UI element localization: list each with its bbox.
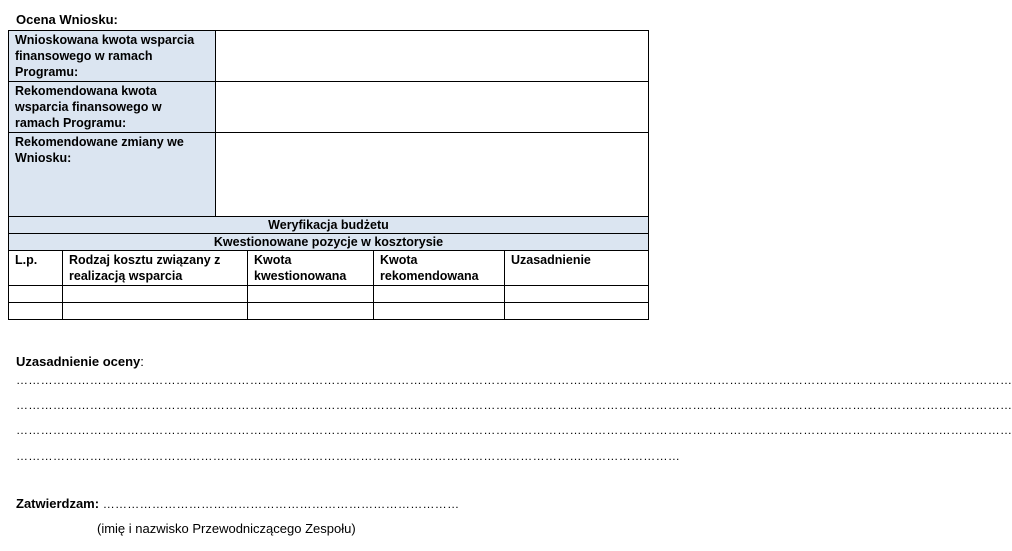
column-header-recommended-amount: Kwota rekomendowana	[374, 251, 505, 286]
table-cell[interactable]	[9, 286, 63, 303]
recommended-amount-row	[9, 82, 649, 133]
approval-label: Zatwierdzam:	[16, 496, 100, 511]
column-header-justification: Uzasadnienie	[505, 251, 649, 286]
justification-line-4[interactable]: ………………………………………………………………………………………………………………………………………………	[16, 449, 681, 463]
budget-header-row	[9, 217, 649, 234]
approval-signature-field[interactable]: ……………………………………………………………………………	[102, 497, 460, 511]
table-cell[interactable]	[248, 286, 374, 303]
justification-line-3[interactable]: ………………………………………………………………………………………………………………………………………………………………………………………………………………………	[16, 423, 1012, 437]
section-title: Ocena Wniosku:	[16, 12, 118, 27]
table-cell[interactable]	[248, 303, 374, 320]
table-cell[interactable]	[505, 303, 649, 320]
column-header-lp: L.p.	[9, 251, 63, 286]
requested-amount-field[interactable]	[216, 31, 649, 82]
table-cell[interactable]	[505, 286, 649, 303]
approval-line	[16, 496, 459, 511]
table-row	[9, 303, 649, 320]
recommended-changes-field[interactable]	[216, 133, 649, 217]
recommended-changes-label: Rekomendowane zmiany we Wniosku:	[9, 133, 216, 217]
budget-subheader-row	[9, 234, 649, 251]
table-cell[interactable]	[9, 303, 63, 320]
table-cell[interactable]	[374, 303, 505, 320]
table-row	[9, 286, 649, 303]
signer-caption: (imię i nazwisko Przewodniczącego Zespołu)	[97, 521, 356, 536]
requested-amount-label: Wnioskowana kwota wsparcia finansowego w ramach Programu:	[9, 31, 216, 82]
budget-columns-row	[9, 251, 649, 286]
table-cell[interactable]	[374, 286, 505, 303]
justification-line-1[interactable]: ………………………………………………………………………………………………………………………………………………………………………………………………………………………	[16, 373, 1012, 387]
requested-amount-row	[9, 31, 649, 82]
justification-label: Uzasadnienie oceny	[16, 354, 141, 369]
table-cell[interactable]	[63, 286, 248, 303]
recommended-changes-row	[9, 133, 649, 217]
justification-heading	[16, 354, 144, 369]
recommended-amount-field[interactable]	[216, 82, 649, 133]
evaluation-table	[8, 30, 649, 320]
justification-colon: :	[140, 354, 144, 369]
budget-verification-header: Weryfikacja budżetu	[9, 217, 649, 234]
justification-line-2[interactable]: ………………………………………………………………………………………………………………………………………………………………………………………………………………………	[16, 398, 1012, 412]
column-header-cost-type: Rodzaj kosztu związany z realizacją wsparcia	[63, 251, 248, 286]
questioned-items-header: Kwestionowane pozycje w kosztorysie	[9, 234, 649, 251]
recommended-amount-label: Rekomendowana kwota wsparcia finansowego w ramach Programu:	[9, 82, 216, 133]
column-header-questioned-amount: Kwota kwestionowana	[248, 251, 374, 286]
table-cell[interactable]	[63, 303, 248, 320]
